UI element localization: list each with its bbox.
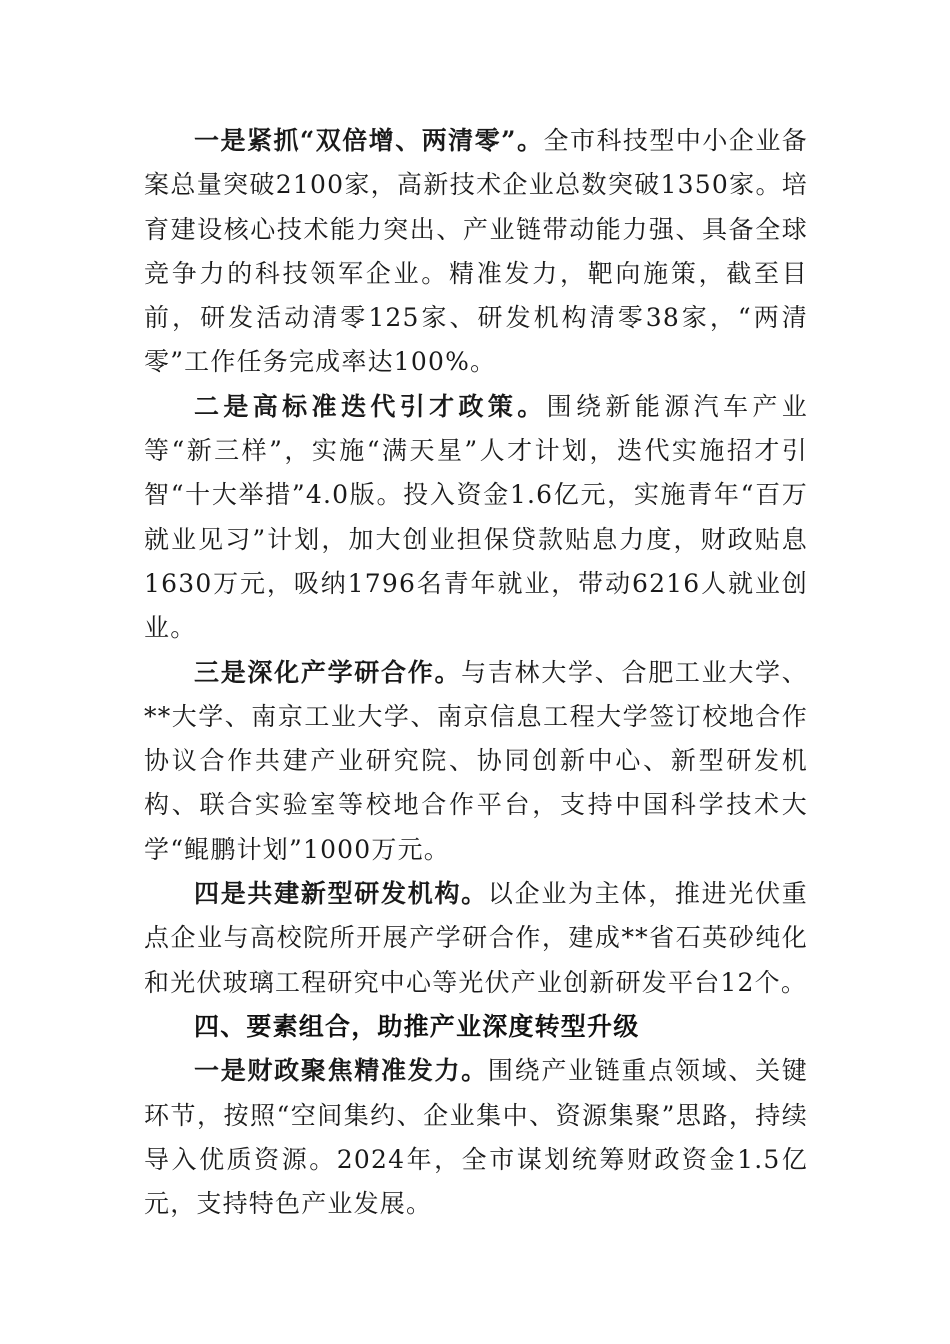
paragraph-body: 以企业为主体，推进光伏重点企业与高校院所开展产学研合作，建成**省石英砂纯化和光伏玻璃工程研究中心等光伏产业创新研发平台12个。 xyxy=(144,879,809,997)
paragraph-lead: 一是财政聚焦精准发力。 xyxy=(194,1056,488,1086)
paragraph-talent-policy xyxy=(144,385,808,651)
paragraph-fiscal-focus xyxy=(144,1049,808,1226)
paragraph-lead: 四是共建新型研发机构。 xyxy=(194,879,488,909)
paragraph-lead: 二是高标准迭代引才政策。 xyxy=(194,391,547,421)
document-body xyxy=(144,119,808,1226)
paragraph-rd-institutions xyxy=(144,872,808,1005)
paragraph-body: 与吉林大学、合肥工业大学、**大学、南京工业大学、南京信息工程大学签订校地合作协议合作共建产业研究院、协同创新中心、新型研发机构、联合实验室等校地合作平台，支持中国科学技术大学“鲲鹏计划”1000万元。 xyxy=(144,657,808,864)
paragraph-body: 围绕产业链重点领域、关键环节，按照“空间集约、企业集中、资源集聚”思路，持续导入优质资源。2024年，全市谋划统筹财政资金1.5亿元，支持特色产业发展。 xyxy=(144,1056,809,1219)
paragraph-industry-academia xyxy=(144,651,808,872)
section-heading: 四、要素组合，助推产业深度转型升级 xyxy=(194,1011,640,1041)
paragraph-double-growth xyxy=(144,119,808,385)
paragraph-lead: 三是深化产学研合作。 xyxy=(194,657,462,687)
paragraph-body: 全市科技型中小企业备案总量突破2100家，高新技术企业总数突破1350家。培育建设核心技术能力突出、产业链带动能力强、具备全球竞争力的科技领军企业。精准发力，靶向施策，截至目前，研发活动清零125家、研发机构清零38家，“两清零”工作任务完成率达100%。 xyxy=(144,126,808,377)
paragraph-lead: 一是紧抓“双倍增、两清零”。 xyxy=(194,126,544,155)
paragraph-body: 围绕新能源汽车产业等“新三样”，实施“满天星”人才计划，迭代实施招才引智“十大举措”4.0版。投入资金1.6亿元，实施青年“百万就业见习”计划，加大创业担保贷款贴息力度，财政贴息1630万元，吸纳1796名青年就业，带动6216人就业创业。 xyxy=(144,391,808,643)
